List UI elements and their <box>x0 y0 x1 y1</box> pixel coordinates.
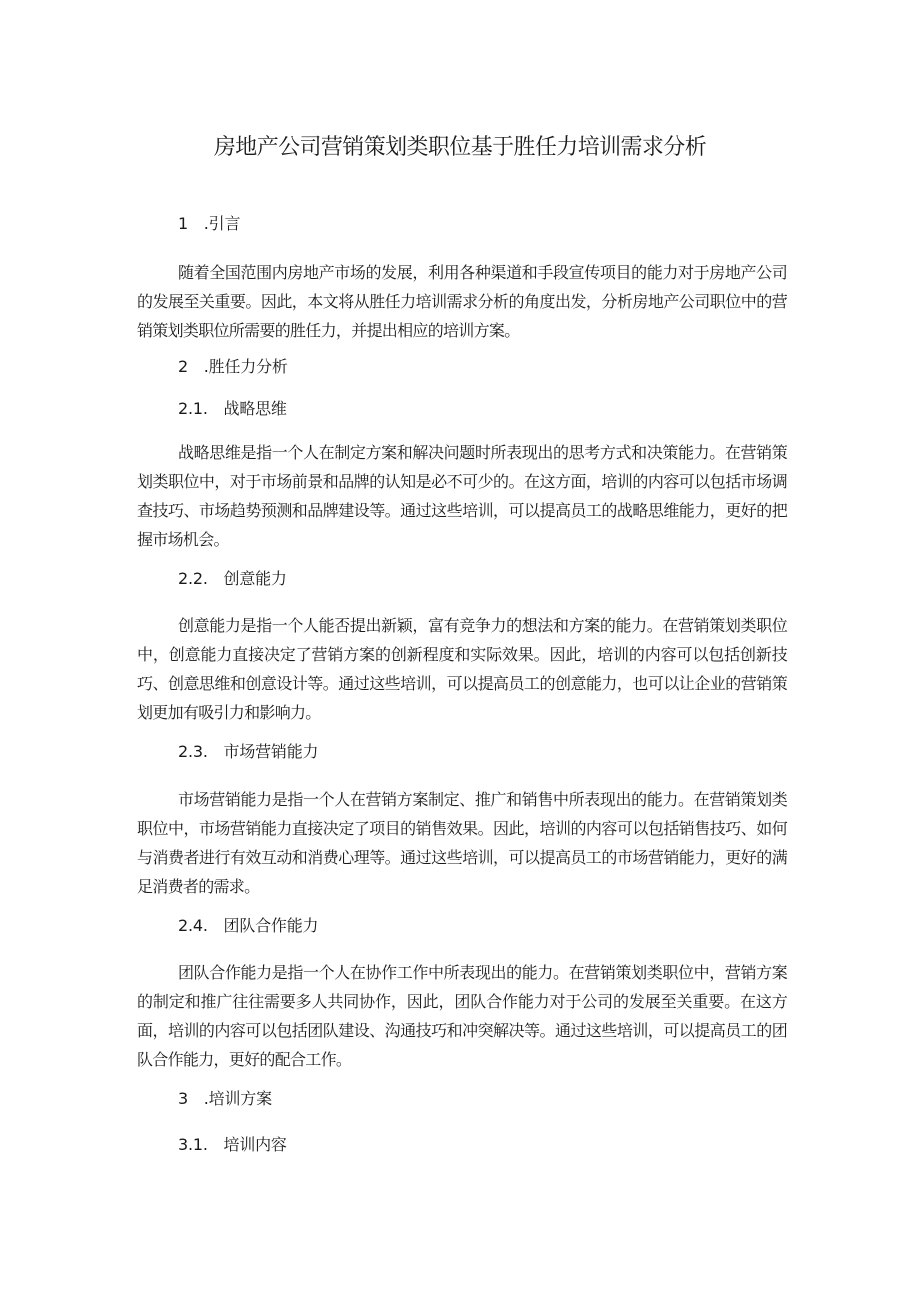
paragraph-teamwork: 团队合作能力是指一个人在协作工作中所表现出的能力。在营销策划类职位中，营销方案的制定和推广往往需要多人共同协作，因此，团队合作能力对于公司的发展至关重要。在这方面，培训的内容可以包括团队建设、沟通技巧和冲突解决等。通过这些培训，可以提高员工的团队合作能力，更好的配合工作。 <box>137 963 787 1069</box>
paragraph-introduction: 随着全国范围内房地产市场的发展，利用各种渠道和手段宣传项目的能力对于房地产公司的发展至关重要。因此，本文将从胜任力培训需求分析的角度出发，分析房地产公司职位中的营销策划类职位所需要的胜任力，并提出相应的培训方案。 <box>137 263 787 340</box>
subsection-heading-2-2: 2.2. 创意能力 <box>178 569 287 588</box>
subsection-heading-2-1: 2.1. 战略思维 <box>178 399 287 418</box>
paragraph-creativity: 创意能力是指一个人能否提出新颖，富有竞争力的想法和方案的能力。在营销策划类职位中，创意能力直接决定了营销方案的创新程度和实际效果。因此，培训的内容可以包括创新技巧、创意思维和创意设计等。通过这些培训，可以提高员工的创意能力，也可以让企业的营销策划更加有吸引力和影响力。 <box>137 616 787 722</box>
paragraph-strategic-thinking: 战略思维是指一个人在制定方案和解决问题时所表现出的思考方式和决策能力。在营销策划类职位中，对于市场前景和品牌的认知是必不可少的。在这方面，培训的内容可以包括市场调查技巧、市场趋势预测和品牌建设等。通过这些培训，可以提高员工的战略思维能力，更好的把握市场机会。 <box>137 443 787 549</box>
section-heading-3: 3 .培训方案 <box>178 1089 272 1108</box>
paragraph-marketing: 市场营销能力是指一个人在营销方案制定、推广和销售中所表现出的能力。在营销策划类职位中，市场营销能力直接决定了项目的销售效果。因此，培训的内容可以包括销售技巧、如何与消费者进行有效互动和消费心理等。通过这些培训，可以提高员工的市场营销能力，更好的满足消费者的需求。 <box>137 790 787 896</box>
subsection-heading-2-3: 2.3. 市场营销能力 <box>178 742 319 761</box>
document-title: 房地产公司营销策划类职位基于胜任力培训需求分析 <box>213 135 707 160</box>
subsection-heading-2-4: 2.4. 团队合作能力 <box>178 916 319 935</box>
section-heading-2: 2 .胜任力分析 <box>178 357 288 376</box>
subsection-heading-3-1: 3.1. 培训内容 <box>178 1135 287 1154</box>
section-heading-1: 1 .引言 <box>178 214 241 233</box>
